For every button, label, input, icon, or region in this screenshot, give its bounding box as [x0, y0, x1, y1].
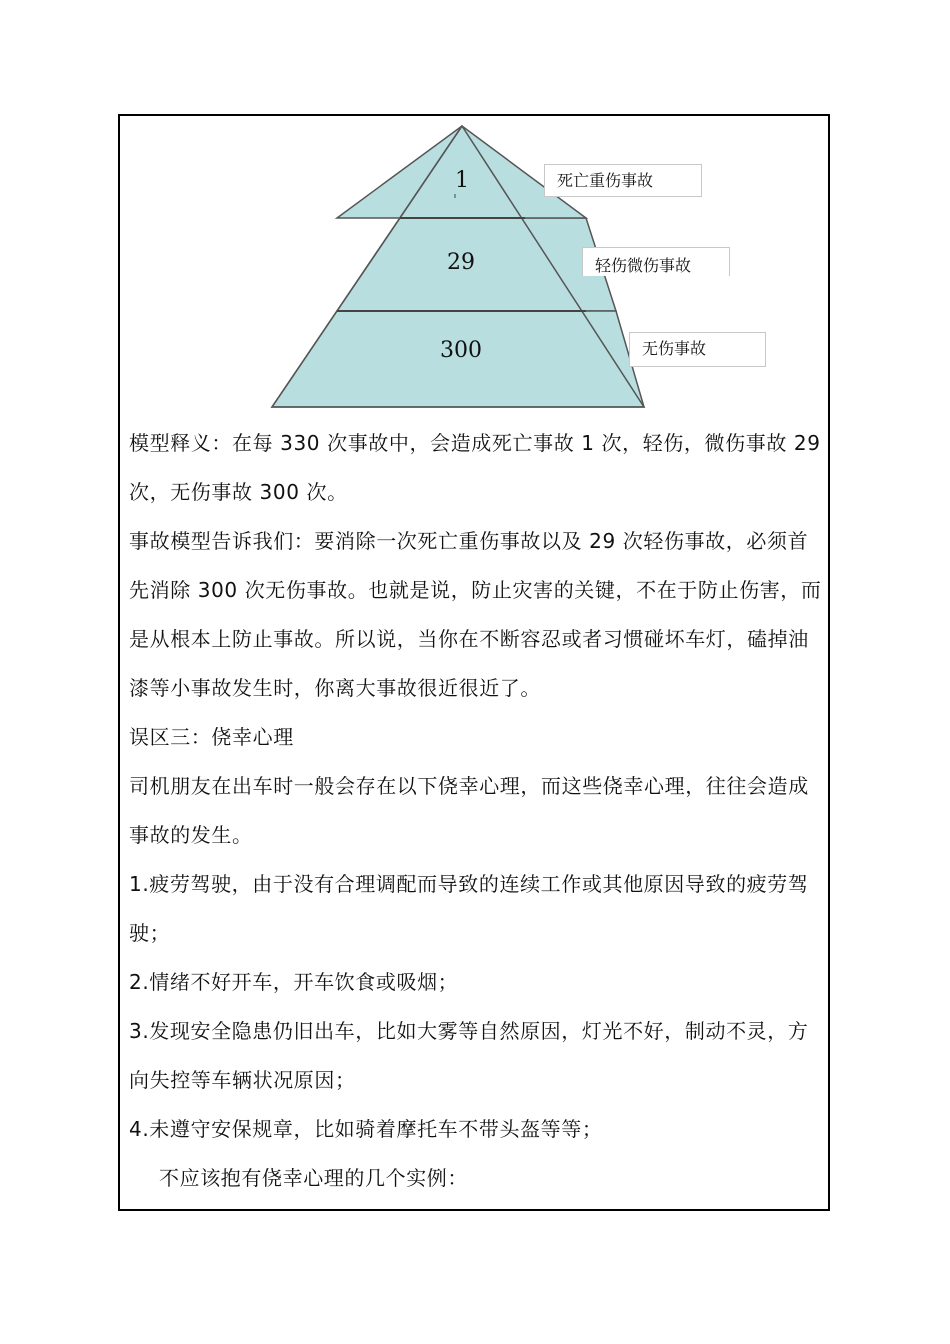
- pyramid-tier-middle: [337, 218, 616, 311]
- list-item-1: 1.疲劳驾驶，由于没有合理调配而导致的连续工作或其他原因导致的疲劳驾驶；: [129, 872, 809, 945]
- section-heading: 误区三：侥幸心理: [129, 725, 294, 749]
- paragraph-intro: 司机朋友在出车时一般会存在以下侥幸心理，而这些侥幸心理，往往会造成事故的发生。: [129, 774, 809, 847]
- list-item-4: 4.未遵守安保规章，比如骑着摩托车不带头盔等等；: [129, 1117, 603, 1141]
- closing-line: 不应该抱有侥幸心理的几个实例：: [159, 1166, 468, 1190]
- list-item-3: 3.发现安全隐患仍旧出车，比如大雾等自然原因，灯光不好，制动不灵，方向失控等车辆状况原因；: [129, 1019, 809, 1092]
- paragraph-model-lesson: 事故模型告诉我们：要消除一次死亡重伤事故以及 29 次轻伤事故，必须首先消除 300 次无伤事故。也就是说，防止灾害的关键，不在于防止伤害，而是从根本上防止事故。所以说，当你在不断容忍或者习惯碰坏车灯，磕掉油漆等小事故发生时，你离大事故很近很近了。: [129, 529, 822, 700]
- tier-value-300: 300: [440, 338, 482, 363]
- paragraph-model-explanation: 模型释义：在每 330 次事故中，会造成死亡事故 1 次，轻伤，微伤事故 29 次，无伤事故 300 次。: [129, 431, 821, 504]
- body-text: [129, 419, 825, 1203]
- tier-value-1: 1: [455, 168, 469, 193]
- tier-label-none: 无伤事故: [629, 332, 766, 367]
- document-frame: [118, 114, 830, 1211]
- tier-value-29: 29: [447, 250, 475, 275]
- tier-label-minor: 轻伤微伤事故: [582, 247, 730, 276]
- list-item-2: 2.情绪不好开车，开车饮食或吸烟；: [129, 970, 459, 994]
- tier-label-fatal: 死亡重伤事故: [544, 164, 702, 197]
